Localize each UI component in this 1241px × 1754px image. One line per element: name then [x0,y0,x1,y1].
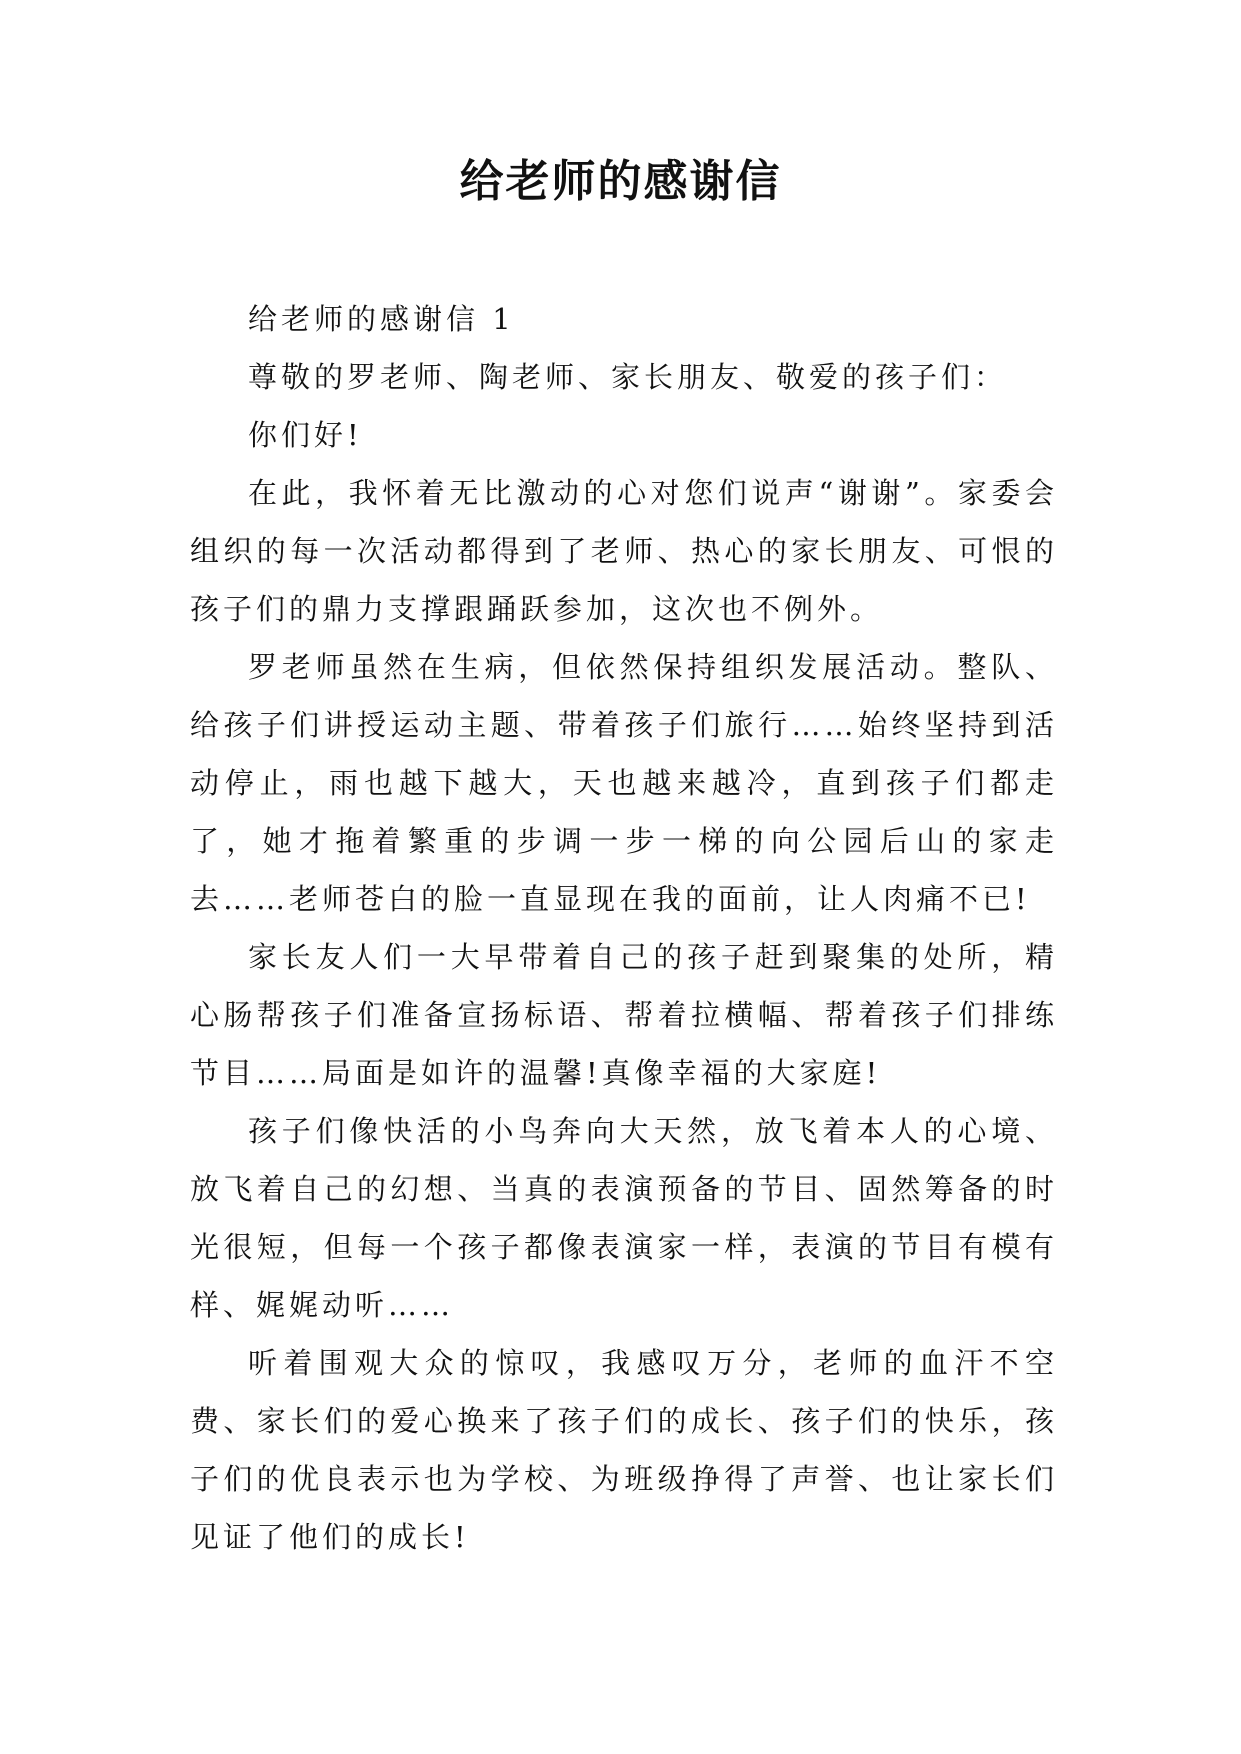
body-paragraph: 家长友人们一大早带着自己的孩子赶到聚集的处所，精心肠帮孩子们准备宣扬标语、帮着拉横幅、帮着孩子们排练节目……局面是如许的温馨!真像幸福的大家庭! [190,940,1058,1090]
body-paragraph: 在此，我怀着无比激动的心对您们说声“谢谢”。家委会组织的每一次活动都得到了老师、热心的家长朋友、可恨的孩子们的鼎力支撑跟踊跃参加，这次也不例外。 [190,476,1058,626]
document-title: 给老师的感谢信 [459,156,782,207]
body-paragraph: 罗老师虽然在生病，但依然保持组织发展活动。整队、给孩子们讲授运动主题、带着孩子们旅行……始终坚持到活动停止，雨也越下越大，天也越来越冷，直到孩子们都走了，她才拖着繁重的步调一步一梯的向公园后山的家走去……老师苍白的脸一直显现在我的面前，让人肉痛不已! [190,650,1058,916]
letter-heading: 给老师的感谢信 1 [248,302,515,336]
greeting: 你们好! [248,418,363,452]
salutation: 尊敬的罗老师、陶老师、家长朋友、敬爱的孩子们： [248,360,1008,394]
body-paragraph: 孩子们像快活的小鸟奔向大天然，放飞着本人的心境、放飞着自己的幻想、当真的表演预备的节目、固然筹备的时光很短，但每一个孩子都像表演家一样，表演的节目有模有样、娓娓动听…… [190,1114,1058,1322]
body-paragraph: 听着围观大众的惊叹，我感叹万分，老师的血汗不空费、家长们的爱心换来了孩子们的成长、孩子们的快乐，孩子们的优良表示也为学校、为班级挣得了声誉、也让家长们见证了他们的成长! [190,1346,1058,1554]
document-body [190,290,1058,1566]
